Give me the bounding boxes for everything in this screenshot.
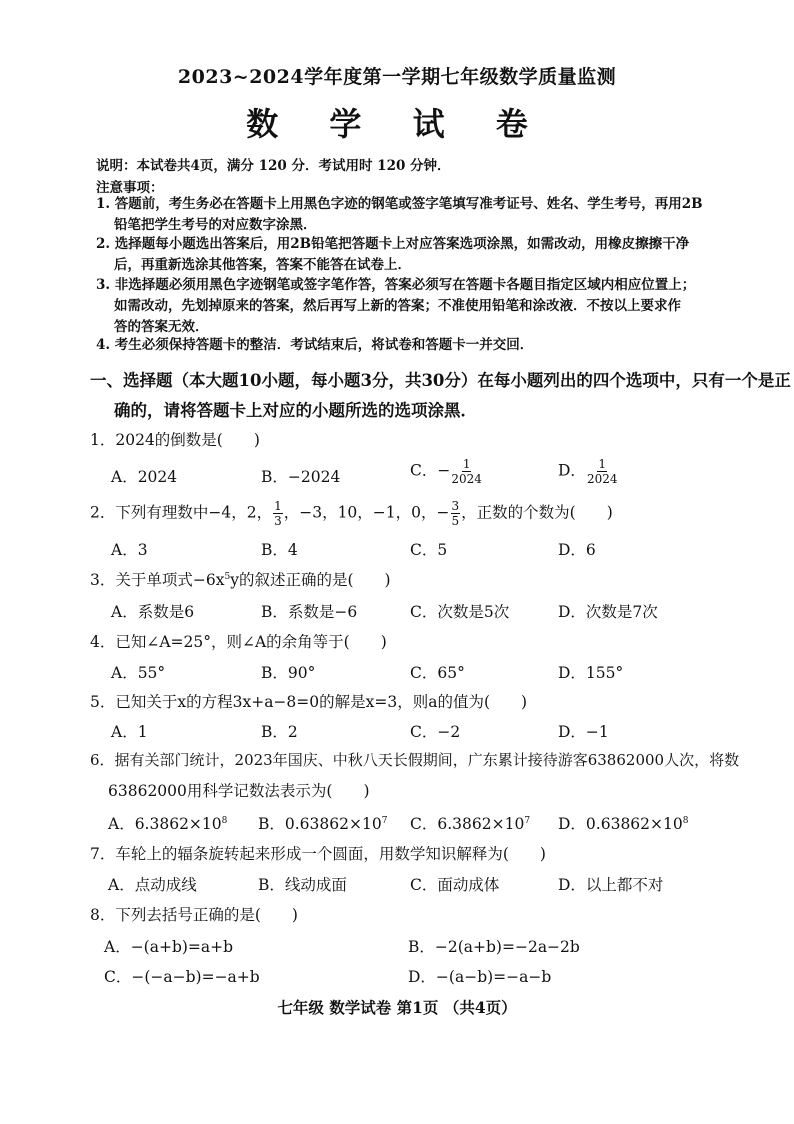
q6-option-a: A．$6.3862\times 10^8$ — [108, 815, 228, 833]
exam-description: 说明：本试卷共4页，满分 120 分．考试用时 120 分钟． — [96, 158, 451, 174]
note-1-line-2: 铅笔把学生考号的对应数字涂黑． — [114, 217, 317, 233]
q5-option-b: B．2 — [261, 723, 298, 741]
q3-option-b: B．系数是−6 — [261, 603, 358, 621]
q3-option-c: C．次数是5次 — [410, 603, 510, 621]
note-2-line-2: 后，再重新选涂其他答案，答案不能答在试卷上． — [114, 257, 411, 273]
section-1-heading — [90, 367, 791, 391]
q1-option-b: B．−2024 — [261, 468, 341, 486]
q4-option-c: C．65° — [410, 664, 465, 682]
question-1-stem: 1．2024的倒数是( ) — [90, 431, 260, 449]
q1-option-d: D． $\frac{1}{2024}$ — [558, 457, 618, 486]
page-footer: 七年级 数学试卷 第1页 （共4页） — [277, 998, 517, 1017]
q2-option-c: C．5 — [410, 541, 448, 559]
q1-d-fraction: $\frac{1}{2024}$ — [586, 457, 618, 486]
section-1-instruction-line-2: 确的，请将答题卡上对应的小题所选的选项涂黑． — [114, 401, 477, 420]
q7-option-b: B．线动成面 — [258, 876, 347, 894]
q6-option-b: B．$0.63862\times 10^7$ — [258, 815, 388, 833]
q2-fraction-2: $\frac{3}{5}$ — [451, 499, 460, 528]
q4-option-d: D．155° — [558, 664, 624, 682]
question-7-stem: 7．车轮上的辐条旋转起来形成一个圆面，用数学知识解释为( ) — [90, 845, 546, 863]
q5-option-d: D．−1 — [558, 723, 609, 741]
question-5-stem: 5．已知关于x的方程3x+a−8=0的解是x=3，则a的值为( ) — [90, 693, 528, 711]
q1-option-c: C．− $\frac{1}{2024}$ — [410, 457, 482, 486]
q3-option-a: A．系数是6 — [111, 603, 195, 621]
note-3-line-3: 答的答案无效． — [114, 319, 209, 335]
q5-option-c: C．−2 — [410, 723, 461, 741]
question-3-stem: 3．关于单项式$-6x^5y$的叙述正确的是( ) — [90, 571, 391, 589]
q3-option-d: D．次数是7次 — [558, 603, 658, 621]
q2-option-b: B．4 — [261, 541, 298, 559]
q7-option-c: C．面动成体 — [410, 876, 500, 894]
notes-title: 注意事项： — [96, 180, 164, 196]
q7-option-d: D．以上都不对 — [558, 876, 664, 894]
q2-option-d: D．6 — [558, 541, 596, 559]
q1-option-a: A．2024 — [111, 468, 178, 486]
q7-option-a: A．点动成线 — [108, 876, 197, 894]
q8-option-c: C．−(−a−b)=−a+b — [104, 968, 260, 986]
q8-option-b: B．−2(a+b)=−2a−2b — [408, 938, 580, 956]
question-4-stem: 4．已知∠A=25°，则∠A的余角等于( ) — [90, 633, 387, 651]
q8-option-d: D．−(a−b)=−a−b — [408, 968, 552, 986]
note-2-line-1: 2. 选择题每小题选出答案后，用2B铅笔把答题卡上对应答案选项涂黑，如需改动，用橡皮擦擦干净 — [96, 236, 690, 252]
q6-option-c: C．$6.3862\times 10^7$ — [410, 815, 531, 833]
question-8-stem: 8．下列去括号正确的是( ) — [90, 906, 298, 924]
question-6-stem-line-1: 6．据有关部门统计，2023年国庆、中秋八天长假期间，广东累计接待游客63862000人次，将数 — [90, 751, 740, 769]
q2-fraction-1: $\frac{1}{3}$ — [274, 499, 282, 528]
page-title: 数 学 试 卷 — [246, 105, 548, 143]
note-4: 4. 考生必须保持答题卡的整洁．考试结束后，将试卷和答题卡一并交回． — [96, 337, 534, 353]
section-1-title: 一、选择题（本大题10小题，每小题3分，共30分） — [90, 371, 478, 390]
q6-option-d: D．$0.63862\times 10^8$ — [558, 815, 689, 833]
note-3-line-1: 3. 非选择题必须用黑色字迹钢笔或签字笔作答，答案必须写在答题卡各题目指定区域内相应位置上； — [96, 277, 696, 293]
note-1-line-1: 1. 答题前，考生务必在答题卡上用黑色字迹的钢笔或签字笔填写准考证号、姓名、学生考号，再用2B — [96, 196, 703, 212]
note-3-line-2: 如需改动，先划掉原来的答案，然后再写上新的答案；不准使用铅笔和涂改液．不按以上要求作 — [114, 298, 681, 314]
q1-c-fraction: $\frac{1}{2024}$ — [451, 457, 482, 486]
q8-option-a: A．−(a+b)=a+b — [104, 938, 234, 956]
q5-option-a: A．1 — [111, 723, 148, 741]
q4-option-b: B．90° — [261, 664, 316, 682]
q4-option-a: A．55° — [111, 664, 166, 682]
question-2-stem: 2．下列有理数中−4，2， $\frac{1}{3}$ ，−3，10，−1，0，− $\frac{3}{5}$ ，正数的个数为( ) — [90, 499, 613, 528]
q2-option-a: A．3 — [111, 541, 148, 559]
question-6-stem-line-2: 63862000用科学记数法表示为( ) — [108, 782, 370, 800]
section-1-instruction: 在每小题列出的四个选项中，只有一个是正 — [477, 371, 791, 390]
exam-header: 2023~2024学年度第一学期七年级数学质量监测 — [177, 66, 617, 88]
